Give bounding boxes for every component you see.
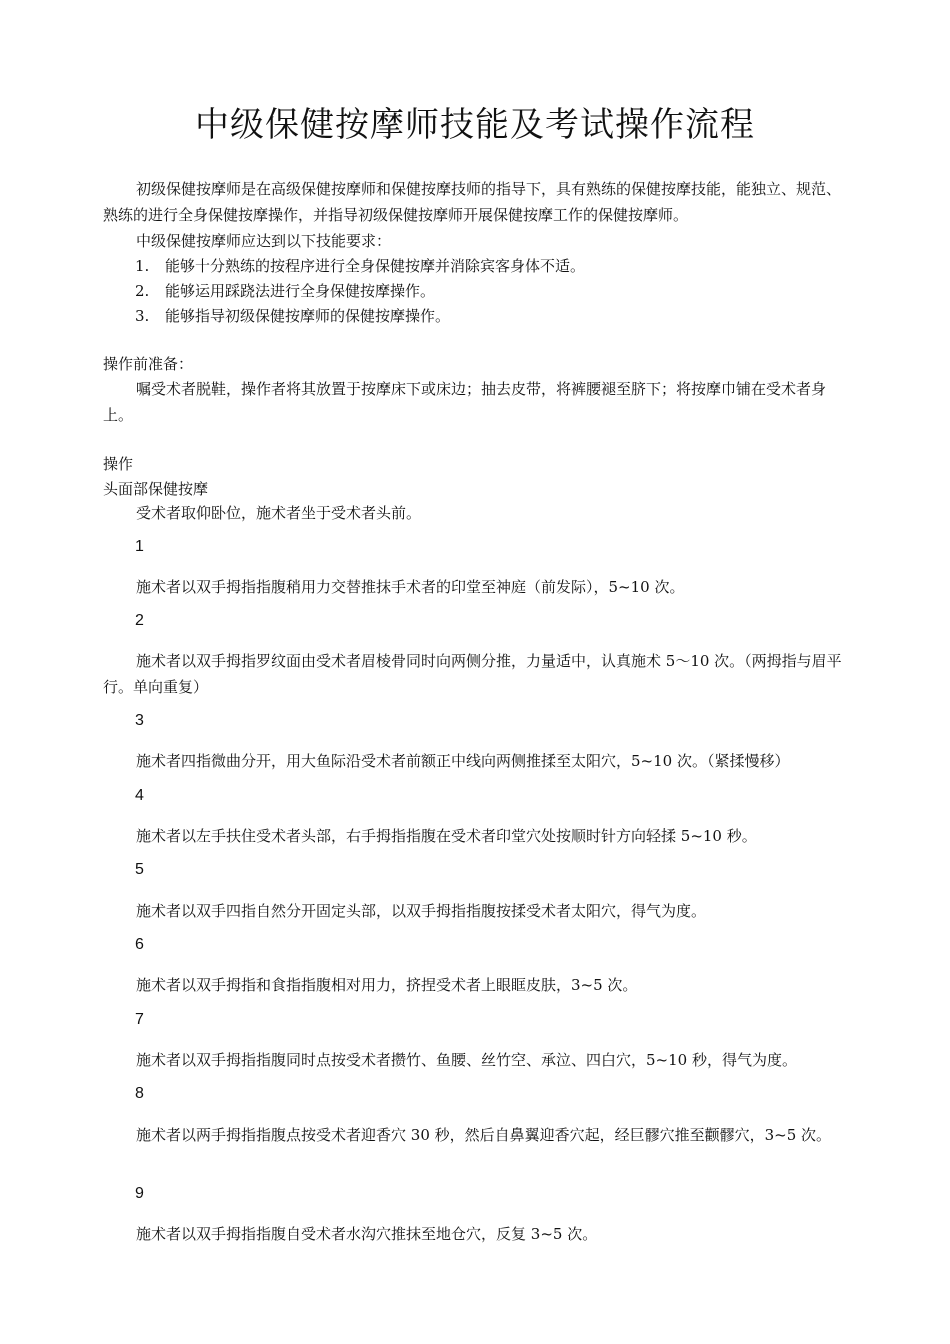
step-number: 5	[135, 861, 144, 878]
step-text: 施术者以双手拇指指腹自受术者水沟穴推抹至地仓穴，反复 3~5 次。	[136, 1225, 598, 1243]
requirement-item	[135, 278, 435, 304]
step-text: 施术者以双手拇指和食指指腹相对用力，挤捏受术者上眼眶皮肤，3~5 次。	[136, 976, 638, 994]
requirement-number: 3.	[135, 307, 150, 325]
step-text: 施术者以双手拇指指腹同时点按受术者攒竹、鱼腰、丝竹空、承泣、四白穴，5~10 秒，得气为度。	[136, 1051, 797, 1069]
intro-paragraph: 初级保健按摩师是在高级保健按摩师和保健按摩技师的指导下，具有熟练的保健按摩技能，能独立、规范、熟练的进行全身保健按摩操作，并指导初级保健按摩师开展保健按摩工作的保健按摩师。	[103, 180, 842, 224]
step-number: 3	[135, 712, 144, 729]
step-number: 4	[135, 787, 144, 804]
step-text: 施术者四指微曲分开，用大鱼际沿受术者前额正中线向两侧推揉至太阳穴，5~10 次。（紧揉慢移）	[136, 752, 790, 770]
step-text: 施术者以左手扶住受术者头部，右手拇指指腹在受术者印堂穴处按顺时针方向轻揉 5~10 秒。	[136, 827, 757, 845]
requirement-number: 2.	[135, 282, 150, 300]
requirement-item	[135, 303, 450, 329]
requirement-number: 1.	[135, 257, 150, 275]
operation-subheading: 头面部保健按摩	[103, 480, 209, 498]
requirement-item	[135, 253, 585, 279]
operation-heading: 操作	[103, 455, 134, 473]
step-number: 7	[135, 1011, 144, 1028]
requirement-text: 能够十分熟练的按程序进行全身保健按摩并消除宾客身体不适。	[165, 257, 586, 275]
requirement-text: 能够指导初级保健按摩师的保健按摩操作。	[165, 307, 451, 325]
step-text: 施术者以双手四指自然分开固定头部，以双手拇指指腹按揉受术者太阳穴，得气为度。	[136, 902, 707, 920]
step-number: 1	[135, 538, 144, 555]
step-text: 施术者以双手拇指罗纹面由受术者眉棱骨同时向两侧分推，力量适中，认真施术 5～10 次。（两拇指与眉平行。单向重复）	[103, 652, 842, 696]
document-title: 中级保健按摩师技能及考试操作流程	[195, 104, 755, 145]
operation-intro: 受术者取仰卧位，施术者坐于受术者头前。	[136, 504, 422, 522]
step-number: 8	[135, 1085, 144, 1102]
step-number: 6	[135, 936, 144, 953]
step-text: 施术者以双手拇指指腹稍用力交替推抹手术者的印堂至神庭（前发际），5~10 次。	[136, 578, 685, 596]
prep-heading: 操作前准备：	[103, 355, 194, 373]
step-text: 施术者以两手拇指指腹点按受术者迎香穴 30 秒，然后自鼻翼迎香穴起，经巨髎穴推至颧髎穴，3~5 次。	[136, 1126, 832, 1144]
prep-text: 嘱受术者脱鞋，操作者将其放置于按摩床下或床边；抽去皮带，将裤腰褪至脐下；将按摩巾铺在受术者身上。	[103, 380, 827, 424]
step-number: 2	[135, 612, 144, 629]
step-number: 9	[135, 1185, 144, 1202]
requirement-text: 能够运用踩跷法进行全身保健按摩操作。	[165, 282, 436, 300]
requirements-lead: 中级保健按摩师应达到以下技能要求：	[136, 232, 392, 250]
